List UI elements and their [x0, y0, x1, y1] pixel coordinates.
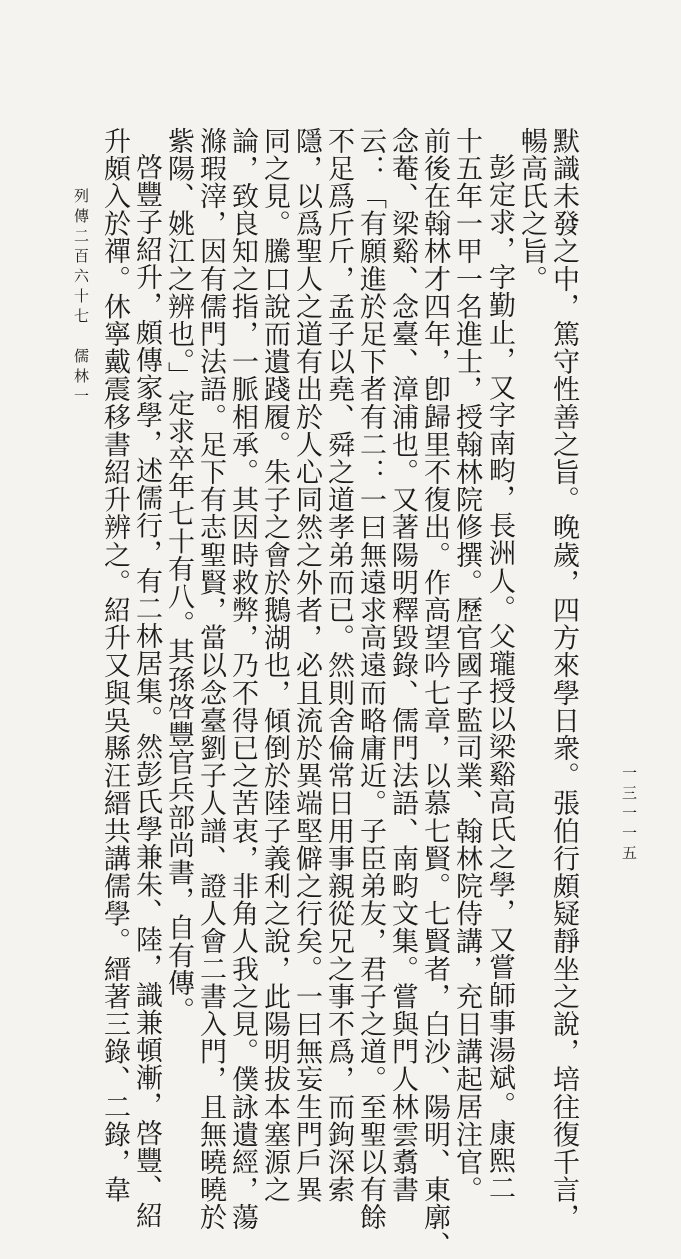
text-column-3: 彭定求，字勤止，又字南畇，長洲人。父瓏授以梁谿高氏之學，又嘗師事湯斌。康熙二: [484, 153, 515, 1202]
text-column-9: 隱，以爲聖人之道有出於人心同然之外者，必且流於異端堅僻之行矣。一曰無妄生門戶異: [291, 127, 322, 1204]
text-column-14: 啓豐子紹升，頗傳家學，述儒行，有二林居集。然彭氏學兼朱、陸，識兼頓漸，啓豐、紹: [131, 153, 162, 1230]
text-column-15: 升頗入於禪。休寧戴震移書紹升辨之。紹升又與吳縣汪縉共講儒學。縉著三錄、二錄，韋: [99, 127, 130, 1204]
text-column-12: 滌瑕滓，因有儒門法語。足下有志聖賢，當以念臺劉子人譜、證人會二書入門，且無曉曉於: [195, 127, 226, 1231]
text-column-4: 十五年一甲一名進士，授翰林院修撰。歷官國子監司業、翰林院侍講，充日講起居注官。: [451, 127, 482, 1204]
text-column-2: 暢高氏之旨。: [516, 127, 547, 293]
text-column-6: 念菴、梁谿、念臺、漳浦也。又著陽明釋毀錄、儒門法語、南畇文集。嘗與門人林雲翥書: [387, 127, 418, 1204]
text-column-13: 紫陽、姚江之辨也。」定求卒年七十有八。其孫啓豐官兵部尚書，自有傳。: [163, 127, 194, 1025]
text-column-10: 同之見。騰口說而遺踐履。朱子之會於鵝湖也，傾倒於陸子義利之說，此陽明拔本塞源之: [259, 127, 290, 1204]
text-column-8: 不足爲斤斤，孟子以堯、舜之道孝弟而已。然則舍倫常日用事親從兄之事不爲，而鉤深索: [323, 127, 354, 1204]
text-column-7: 云：「有願進於足下者有二：一曰無遠求高遠而略庸近。子臣弟友，君子之道。至聖以有餘: [355, 127, 386, 1231]
text-column-5: 前後在翰林才四年，卽歸里不復出。作高望吟七章，以慕七賢。七賢者，白沙、陽明、東廓、: [419, 127, 450, 1259]
running-footer-section: 列傳二百六十七 儒林一: [72, 188, 90, 408]
text-column-1: 默識未發之中，篤守性善之旨。晚歲，四方來學日衆。張伯行頗疑靜坐之說，培往復千言，: [548, 127, 579, 1231]
page-number: 一三一一五: [620, 765, 638, 865]
text-column-11: 論，致良知之指，一脈相承。其因時救弊，乃不得已之苦衷，非角人我之見。僕詠遺經，蕩: [227, 127, 258, 1231]
